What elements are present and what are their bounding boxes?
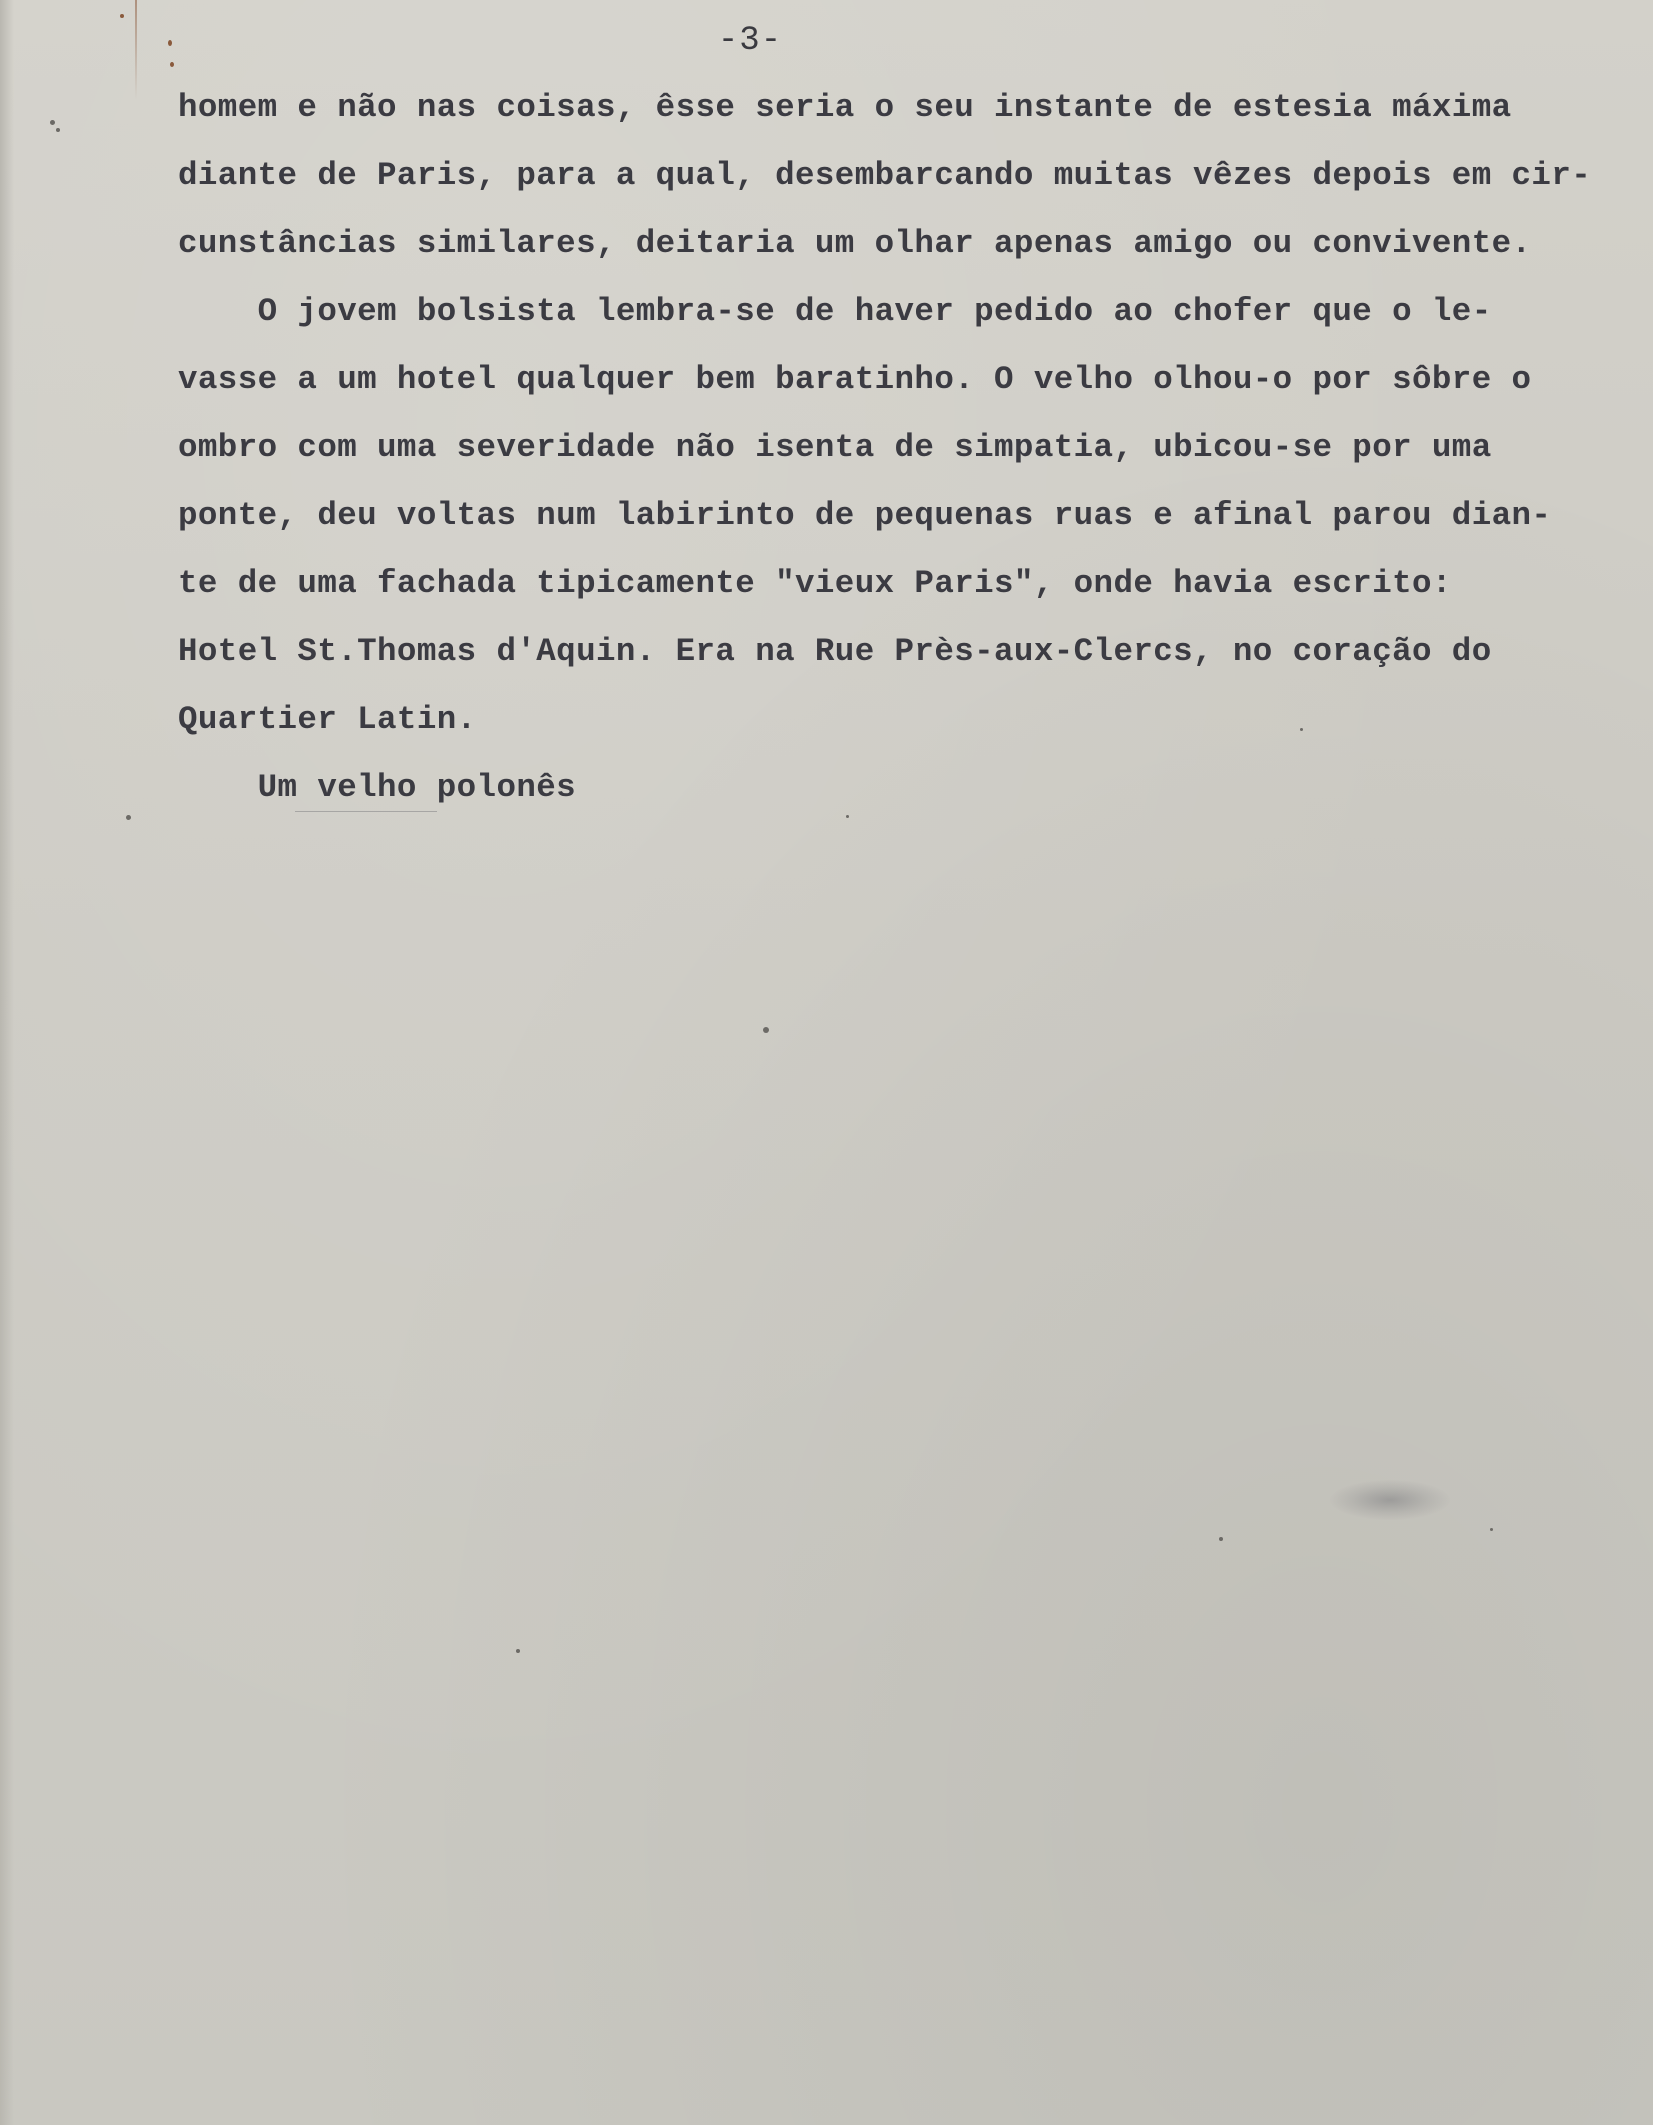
text-line: diante de Paris, para a qual, desembarcando muitas vêzes depois em cir- xyxy=(178,157,1592,194)
text-line: homem e não nas coisas, êsse seria o seu instante de estesia máxima xyxy=(178,89,1512,126)
text-line: O jovem bolsista lembra-se de haver pedido ao chofer que o le- xyxy=(178,293,1492,330)
text-line: Um velho polonês xyxy=(178,769,577,806)
paper-speck xyxy=(763,1027,769,1033)
short-rule xyxy=(295,811,437,812)
page-number: -3- xyxy=(717,22,783,60)
paper-speck xyxy=(1300,728,1303,731)
paper-speck xyxy=(1219,1537,1223,1541)
text-line: ponte, deu voltas num labirinto de pequenas ruas e afinal parou dian- xyxy=(178,497,1552,534)
text-line: cunstâncias similares, deitaria um olhar apenas amigo ou convivente. xyxy=(178,225,1532,262)
paper-speck xyxy=(168,40,172,46)
paper-speck xyxy=(126,815,131,820)
text-line: ombro com uma severidade não isenta de simpatia, ubicou-se por uma xyxy=(178,429,1492,466)
paper-speck xyxy=(56,128,60,132)
paper-speck xyxy=(846,815,849,818)
paper-speck xyxy=(516,1649,520,1653)
paper-speck xyxy=(1490,1528,1493,1531)
text-line: Quartier Latin. xyxy=(178,701,477,738)
text-line: Hotel St.Thomas d'Aquin. Era na Rue Près-aux-Clercs, no coração do xyxy=(178,633,1492,670)
paper-speck xyxy=(50,120,55,125)
paper-crease xyxy=(135,0,137,100)
paper-edge-shadow xyxy=(0,0,14,2125)
ink-smudge xyxy=(1330,1480,1450,1520)
paper-speck xyxy=(170,62,174,67)
paper-speck xyxy=(120,14,124,18)
text-line: te de uma fachada tipicamente "vieux Paris", onde havia escrito: xyxy=(178,565,1452,602)
text-line: vasse a um hotel qualquer bem baratinho. O velho olhou-o por sôbre o xyxy=(178,361,1532,398)
